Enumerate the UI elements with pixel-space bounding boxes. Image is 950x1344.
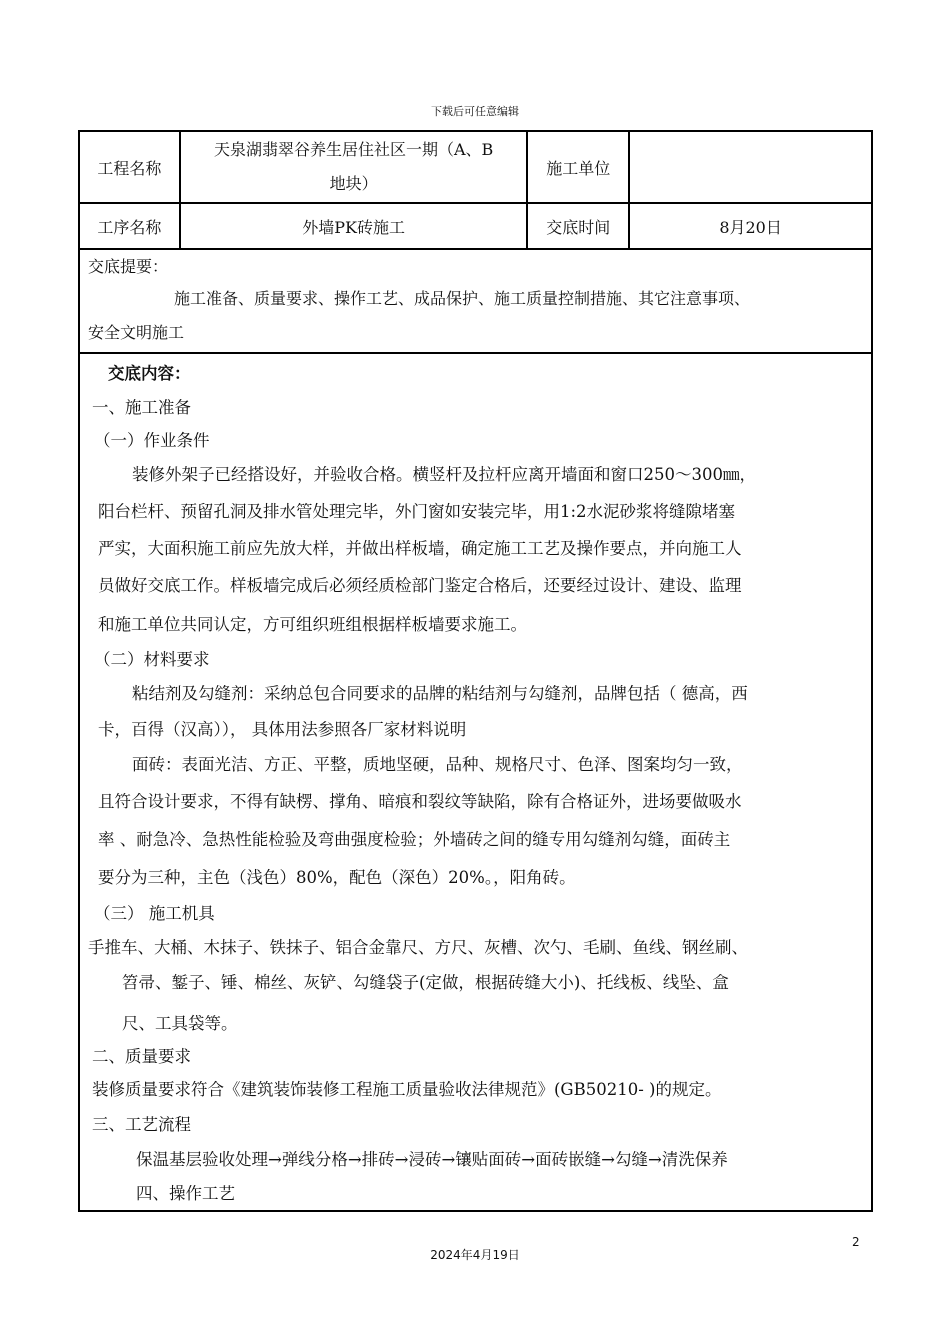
page-number: 2	[852, 1235, 860, 1249]
content-line: 装修质量要求符合《建筑装饰装修工程施工质量验收法律规范》(GB50210- )的规定。	[92, 1080, 722, 1099]
content-line: 三、工艺流程	[92, 1115, 191, 1134]
content-line: 一、施工准备	[92, 398, 191, 417]
unit-value	[629, 131, 872, 203]
content-line: 要分为三种，主色（浅色）80%，配色（深色）20%。，阳角砖。	[98, 868, 576, 887]
content-line: 保温基层验收处理→弹线分格→排砖→浸砖→镶贴面砖→面砖嵌缝→勾缝→清洗保养	[136, 1150, 728, 1169]
content-line: 员做好交底工作。样板墙完成后必须经质检部门鉴定合格后，还要经过设计、建设、监理	[98, 576, 742, 595]
unit-label: 施工单位	[527, 131, 629, 203]
project-name-line2: 地块）	[329, 174, 378, 193]
content-line: 阳台栏杆、预留孔洞及排水管处理完毕，外门窗如安装完毕，用1:2水泥砂浆将缝隙堵塞	[98, 502, 736, 521]
summary-line: 安全文明施工	[88, 323, 185, 342]
content-section	[78, 354, 873, 1212]
content-line: （三） 施工机具	[94, 904, 215, 923]
process-value: 外墙PK砖施工	[180, 203, 528, 249]
content-line: 严实，大面积施工前应先放大样，并做出样板墙，确定施工工艺及操作要点，并向施工人	[98, 539, 742, 558]
content-line: （二）材料要求	[94, 650, 210, 669]
content-line: 手推车、大桶、木抹子、铁抹子、铝合金靠尺、方尺、灰槽、次勺、毛刷、鱼线、钢丝刷、	[88, 938, 748, 957]
meta-table	[78, 130, 873, 250]
content-line: 四、操作工艺	[136, 1184, 235, 1203]
content-line: 率 、耐急冷、急热性能检验及弯曲强度检验；外墙砖之间的缝专用勾缝剂勾缝，面砖主	[98, 830, 731, 849]
summary-section	[78, 248, 873, 354]
content-line: 粘结剂及勾缝剂：采纳总包合同要求的品牌的粘结剂与勾缝剂，品牌包括（ 德高，西	[132, 684, 748, 703]
header-note: 下载后可任意编辑	[431, 105, 519, 118]
summary-title: 交底提要：	[88, 257, 169, 276]
content-line: 卡，百得（汉高））， 具体用法参照各厂家材料说明	[98, 720, 467, 739]
content-line: 二、质量要求	[92, 1047, 191, 1066]
time-label: 交底时间	[527, 203, 629, 249]
summary-line: 施工准备、质量要求、操作工艺、成品保护、施工质量控制措施、其它注意事项、	[174, 289, 751, 308]
content-line: 且符合设计要求，不得有缺楞、撑角、暗痕和裂纹等缺陷，除有合格证外，进场要做吸水	[98, 792, 742, 811]
content-title: 交底内容：	[108, 364, 191, 383]
process-label: 工序名称	[79, 203, 180, 249]
content-line: 和施工单位共同认定，方可组织班组根据样板墙要求施工。	[98, 615, 527, 634]
content-line: 装修外架子已经搭设好，并验收合格。横竖杆及拉杆应离开墙面和窗口250～300㎜，	[132, 465, 756, 484]
content-line: 笤帚、錾子、锤、棉丝、灰铲、勾缝袋子(定做，根据砖缝大小)、托线板、线坠、盒	[122, 973, 729, 992]
content-line: （一）作业条件	[94, 431, 210, 450]
content-line: 面砖：表面光洁、方正、平整，质地坚硬，品种、规格尺寸、色泽、图案均匀一致，	[132, 755, 743, 774]
project-name-label: 工程名称	[79, 131, 180, 203]
time-value: 8月20日	[629, 203, 872, 249]
project-name-value	[180, 131, 528, 203]
footer-date: 2024年4月19日	[430, 1248, 520, 1262]
content-line: 尺、工具袋等。	[122, 1014, 238, 1033]
project-name-line1: 天泉湖翡翠谷养生居住社区一期（A、B	[213, 140, 494, 159]
